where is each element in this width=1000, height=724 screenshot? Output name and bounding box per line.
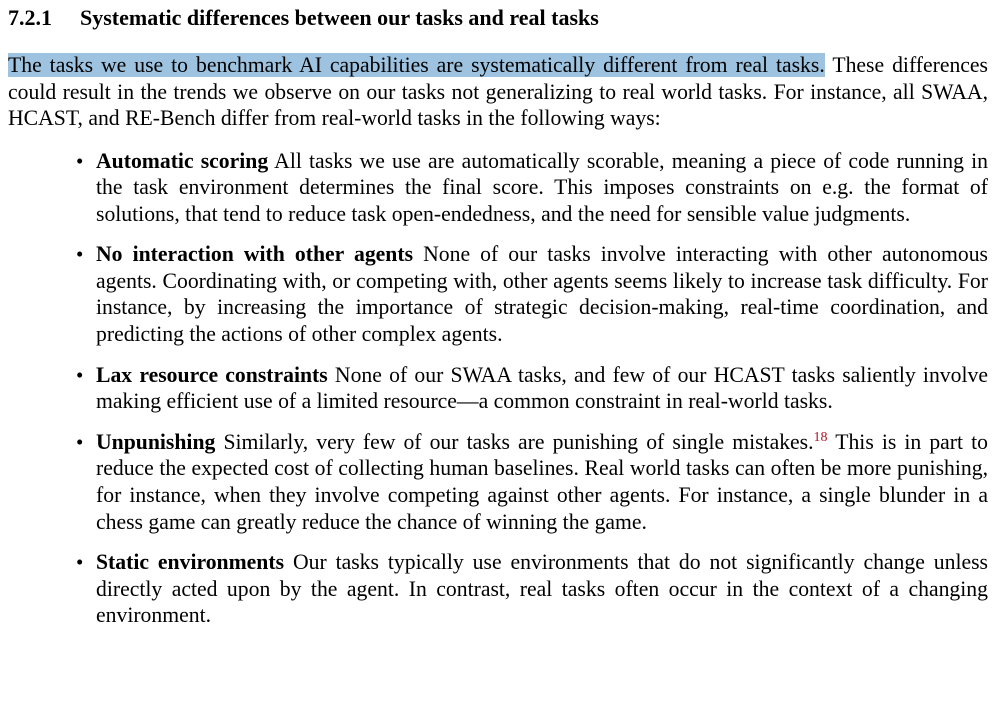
bullet-icon: • <box>76 550 84 575</box>
differences-list <box>8 148 988 630</box>
bullet-body-continued: This is in part to reduce the expected cost of collecting human baselines. Real world tasks can often be more punishing, for instance, when they involve competing against other agents. For instance, a single blunder in a chess game can greatly reduce the chance of winning the game. <box>96 429 988 534</box>
list-item-no-interaction <box>8 241 988 347</box>
bullet-body: Our tasks typically use environments that do not significantly change unless directly acted upon by the agent. In contrast, real tasks often occur in the context of a changing environment. <box>96 550 988 628</box>
bullet-icon: • <box>76 362 84 387</box>
bullet-title: Unpunishing <box>96 429 216 454</box>
intro-paragraph <box>8 52 988 132</box>
text-selection-highlight[interactable]: The tasks we use to benchmark AI capabilities are systematically different from real tasks. <box>8 53 825 77</box>
section-number: 7.2.1 <box>8 5 52 30</box>
bullet-title: No interaction with other agents <box>96 242 414 267</box>
bullet-title: Lax resource constraints <box>96 362 328 387</box>
bullet-icon: • <box>76 148 84 173</box>
bullet-title: Static environments <box>96 550 285 575</box>
bullet-icon: • <box>76 429 84 454</box>
section-heading <box>8 4 988 32</box>
list-item-unpunishing <box>8 429 988 535</box>
list-item-automatic-scoring <box>8 148 988 228</box>
section-title: Systematic differences between our tasks and real tasks <box>80 5 599 30</box>
intro-rest: These differences could result in the trends we observe on our tasks not generalizing to real world tasks. For instance, all SWAA, HCAST, and RE-Bench differ from real-world tasks in the following ways: <box>8 53 988 130</box>
list-item-lax-resource <box>8 362 988 415</box>
bullet-body: All tasks we use are automatically scorable, meaning a piece of code running in the task environment determines the final score. This imposes constraints on e.g. the format of solutions, that tend to reduce task open-endedness, and the need for sensible value judgments. <box>96 148 988 226</box>
bullet-body: None of our SWAA tasks, and few of our HCAST tasks saliently involve making efficient use of a limited resource—a common constraint in real-world tasks. <box>96 362 988 414</box>
bullet-title: Automatic scoring <box>96 148 269 173</box>
footnote-link[interactable]: 18 <box>813 429 828 445</box>
bullet-body: None of our tasks involve interacting with other autonomous agents. Coordinating with, or competing with, other agents seems likely to increase task difficulty. For instance, by increasing the importance of strategic decision-making, real-time coordination, and predicting the actions of other complex agents. <box>96 242 988 347</box>
list-item-static-environments <box>8 549 988 629</box>
bullet-body: Similarly, very few of our tasks are punishing of single mistakes. <box>215 429 814 454</box>
bullet-icon: • <box>76 242 84 267</box>
document-page <box>8 4 988 643</box>
